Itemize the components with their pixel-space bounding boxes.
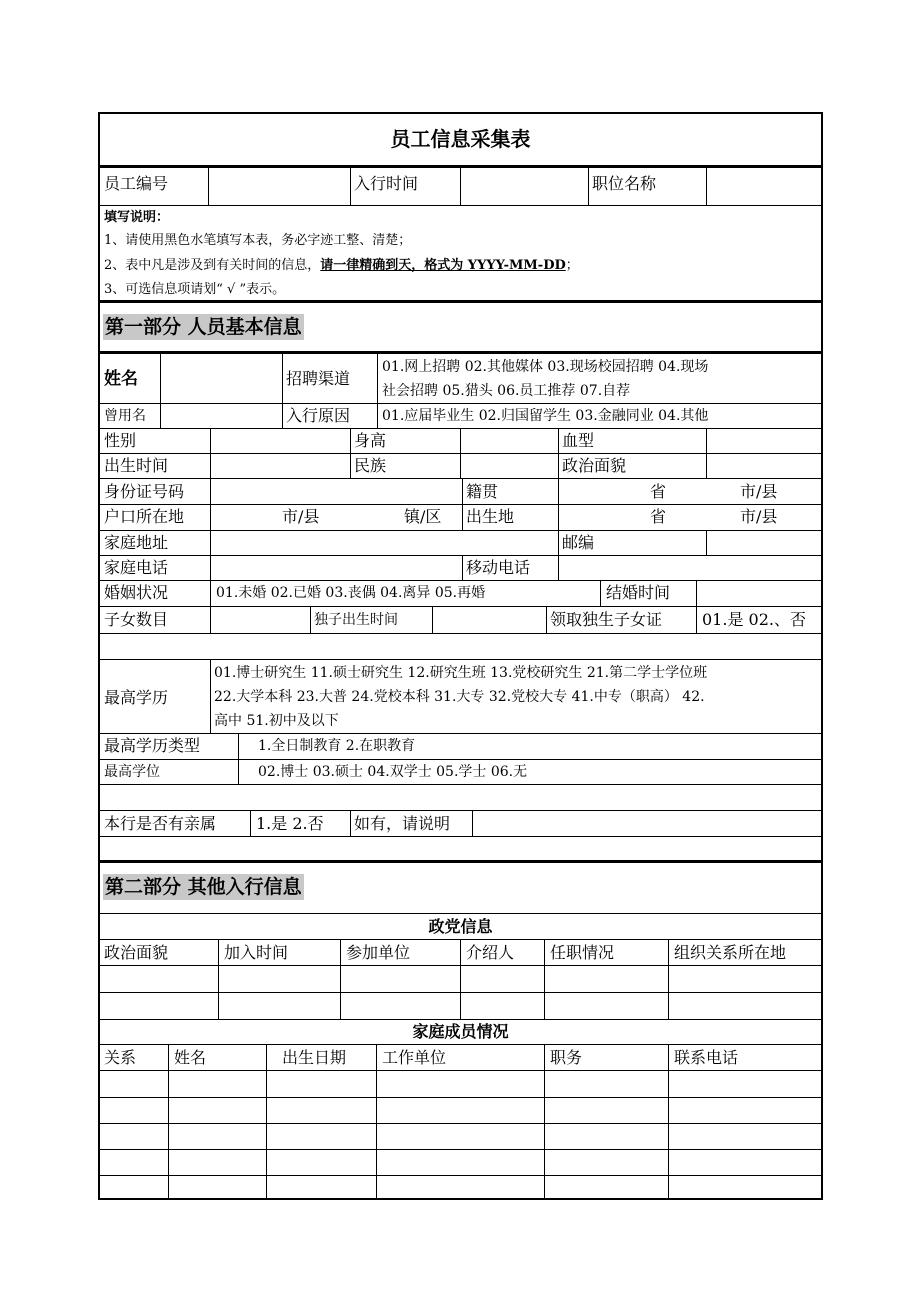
party-col-2: 加入时间	[224, 943, 289, 962]
political-status-input[interactable]	[708, 454, 821, 478]
name-input[interactable]	[162, 354, 280, 402]
edu-type-options[interactable]: 1.全日制教育 2.在职教育	[258, 738, 416, 754]
home-address-input[interactable]	[212, 531, 556, 555]
id-no-label: 身份证号码	[104, 482, 185, 501]
mobile-input[interactable]	[560, 556, 821, 580]
join-reason-options[interactable]: 01.应届毕业生 02.归国留学生 03.金融同业 04.其他	[382, 408, 709, 424]
family-row-cell[interactable]	[377, 1071, 543, 1095]
edu-options-3[interactable]: 高中 51.初中及以下	[214, 713, 339, 729]
form-title: 员工信息采集表	[390, 127, 531, 151]
family-row-cell[interactable]	[377, 1123, 543, 1147]
only-child-cert-options[interactable]: 01.是 02.、否	[702, 610, 806, 629]
instruction-line-2-emphasis: 请一律精确到天，格式为 YYYY-MM-DD	[320, 258, 566, 273]
relatives-explain-label: 如有，请说明	[354, 814, 451, 833]
native-place-label: 籍贯	[466, 482, 499, 501]
only-child-cert-label: 领取独生子女证	[550, 610, 663, 629]
height-label: 身高	[354, 431, 387, 450]
party-col-4: 介绍人	[466, 943, 515, 962]
family-row-cell[interactable]	[377, 1149, 543, 1173]
family-row-cell[interactable]	[669, 1071, 820, 1095]
family-row-cell[interactable]	[169, 1071, 265, 1095]
relatives-options[interactable]: 1.是 2.否	[256, 814, 324, 833]
recruit-channel-label: 招聘渠道	[286, 369, 351, 388]
family-col-4: 工作单位	[382, 1048, 447, 1067]
party-row-cell[interactable]	[219, 966, 339, 991]
family-row-cell[interactable]	[267, 1175, 375, 1199]
family-row-cell[interactable]	[101, 1097, 167, 1121]
instruction-line-1: 1、请使用黑色水笔填写本表，务必字迹工整、清楚；	[104, 233, 412, 248]
degree-options[interactable]: 02.博士 03.硕士 04.双学士 05.学士 06.无	[258, 764, 528, 780]
party-row-cell[interactable]	[101, 993, 217, 1018]
employee-no-label: 员工编号	[104, 174, 169, 193]
gender-label: 性别	[104, 431, 137, 450]
party-row-cell[interactable]	[461, 993, 543, 1018]
family-row-cell[interactable]	[669, 1175, 820, 1199]
family-col-3: 出生日期	[282, 1048, 347, 1067]
party-row-cell[interactable]	[219, 993, 339, 1018]
family-row-cell[interactable]	[545, 1175, 667, 1199]
family-row-cell[interactable]	[669, 1097, 820, 1121]
family-row-cell[interactable]	[267, 1149, 375, 1173]
name-label: 姓名	[104, 369, 138, 389]
family-col-2: 姓名	[174, 1048, 207, 1067]
family-row-cell[interactable]	[545, 1071, 667, 1095]
family-row-cell[interactable]	[267, 1097, 375, 1121]
family-row-cell[interactable]	[545, 1097, 667, 1121]
home-phone-label: 家庭电话	[104, 558, 169, 577]
gender-input[interactable]	[212, 429, 348, 453]
party-row-cell[interactable]	[101, 966, 217, 991]
join-reason-label: 入行原因	[286, 406, 351, 425]
part1-title: 第一部分 人员基本信息	[105, 316, 302, 338]
edu-options-2[interactable]: 22.大学本科 23.大普 24.党校本科 31.大专 32.党校大专 41.中专（职高） 42.	[214, 689, 705, 705]
former-name-input[interactable]	[162, 404, 280, 428]
recruit-channel-options-2[interactable]: 社会招聘 05.猎头 06.员工推荐 07.自荐	[382, 383, 631, 399]
postcode-input[interactable]	[708, 531, 821, 555]
family-col-1: 关系	[104, 1048, 137, 1067]
party-col-1: 政治面貌	[104, 943, 169, 962]
party-row-cell[interactable]	[669, 966, 820, 991]
party-col-6: 组织关系所在地	[674, 943, 787, 962]
postcode-label: 邮编	[562, 533, 595, 552]
highest-degree-label: 最高学位	[104, 764, 160, 780]
employee-no-input[interactable]	[210, 168, 348, 205]
party-col-3: 参加单位	[346, 943, 411, 962]
part2-title: 第二部分 其他入行信息	[105, 876, 302, 898]
family-row-cell[interactable]	[377, 1097, 543, 1121]
home-address-label: 家庭地址	[104, 533, 169, 552]
home-phone-input[interactable]	[212, 556, 456, 580]
family-col-5: 职务	[550, 1048, 583, 1067]
position-label: 职位名称	[592, 174, 657, 193]
birthplace-province-label: 省	[650, 507, 667, 526]
hukou-town-label: 镇/区	[404, 507, 442, 526]
join-date-input[interactable]	[462, 168, 586, 205]
id-no-input[interactable]	[212, 480, 456, 504]
relatives-label: 本行是否有亲属	[104, 814, 217, 833]
hukou-label: 户口所在地	[104, 507, 185, 526]
family-row-cell[interactable]	[101, 1071, 167, 1095]
marriage-date-label: 结婚时间	[606, 583, 671, 602]
highest-edu-label: 最高学历	[104, 688, 169, 707]
family-row-cell[interactable]	[101, 1175, 167, 1199]
family-row-cell[interactable]	[101, 1123, 167, 1147]
family-row-cell[interactable]	[545, 1149, 667, 1173]
former-name-label: 曾用名	[104, 408, 146, 424]
family-heading: 家庭成员情况	[412, 1022, 509, 1041]
birthplace-city-label: 市/县	[740, 507, 778, 526]
family-row-cell[interactable]	[101, 1149, 167, 1173]
only-child-birth-input[interactable]	[436, 608, 544, 632]
party-row-cell[interactable]	[669, 993, 820, 1018]
family-row-cell[interactable]	[169, 1097, 265, 1121]
native-province-label: 省	[650, 482, 667, 501]
instruction-line-3: 3、可选信息项请划“ √ ”表示。	[104, 282, 286, 297]
birthplace-label: 出生地	[466, 507, 515, 526]
position-input[interactable]	[708, 168, 821, 205]
family-col-6: 联系电话	[674, 1048, 739, 1067]
ethnicity-input[interactable]	[462, 454, 556, 478]
marriage-date-input[interactable]	[700, 581, 821, 605]
party-col-5: 任职情况	[550, 943, 615, 962]
instructions-heading: 填写说明：	[104, 210, 170, 225]
marital-status-label: 婚姻状况	[104, 583, 169, 602]
political-status-label: 政治面貌	[562, 456, 627, 475]
children-count-input[interactable]	[212, 608, 308, 632]
family-row-cell[interactable]	[377, 1175, 543, 1199]
family-row-cell[interactable]	[267, 1071, 375, 1095]
instruction-line-2: 2、表中凡是涉及到有关时间的信息，请一律精确到天，格式为 YYYY-MM-DD；	[104, 258, 579, 273]
ethnicity-label: 民族	[354, 456, 387, 475]
family-row-cell[interactable]	[169, 1175, 265, 1199]
party-row-cell[interactable]	[545, 993, 667, 1018]
family-row-cell[interactable]	[669, 1123, 820, 1147]
marital-status-options[interactable]: 01.未婚 02.已婚 03.丧偶 04.离异 05.再婚	[216, 585, 486, 601]
native-city-label: 市/县	[740, 482, 778, 501]
blood-type-input[interactable]	[708, 429, 821, 453]
family-row-cell[interactable]	[169, 1123, 265, 1147]
birth-date-input[interactable]	[212, 454, 348, 478]
family-row-cell[interactable]	[669, 1149, 820, 1173]
family-row-cell[interactable]	[545, 1123, 667, 1147]
edu-options-1[interactable]: 01.博士研究生 11.硕士研究生 12.研究生班 13.党校研究生 21.第二学士学位班	[214, 665, 708, 681]
blood-type-label: 血型	[562, 431, 595, 450]
hukou-city-label: 市/县	[282, 507, 320, 526]
relatives-explain-input[interactable]	[476, 812, 821, 836]
height-input[interactable]	[462, 429, 556, 453]
party-row-cell[interactable]	[341, 966, 459, 991]
family-row-cell[interactable]	[169, 1149, 265, 1173]
party-row-cell[interactable]	[461, 966, 543, 991]
join-date-label: 入行时间	[354, 174, 419, 193]
party-heading: 政党信息	[428, 917, 493, 936]
recruit-channel-options-1[interactable]: 01.网上招聘 02.其他媒体 03.现场校园招聘 04.现场	[382, 359, 709, 375]
family-row-cell[interactable]	[267, 1123, 375, 1147]
children-count-label: 子女数目	[104, 610, 169, 629]
party-row-cell[interactable]	[545, 966, 667, 991]
edu-type-label: 最高学历类型	[104, 736, 201, 755]
party-row-cell[interactable]	[341, 993, 459, 1018]
only-child-birth-label: 独子出生时间	[314, 612, 398, 628]
mobile-label: 移动电话	[466, 558, 531, 577]
birth-date-label: 出生时间	[104, 456, 169, 475]
employee-info-form	[98, 112, 823, 1200]
